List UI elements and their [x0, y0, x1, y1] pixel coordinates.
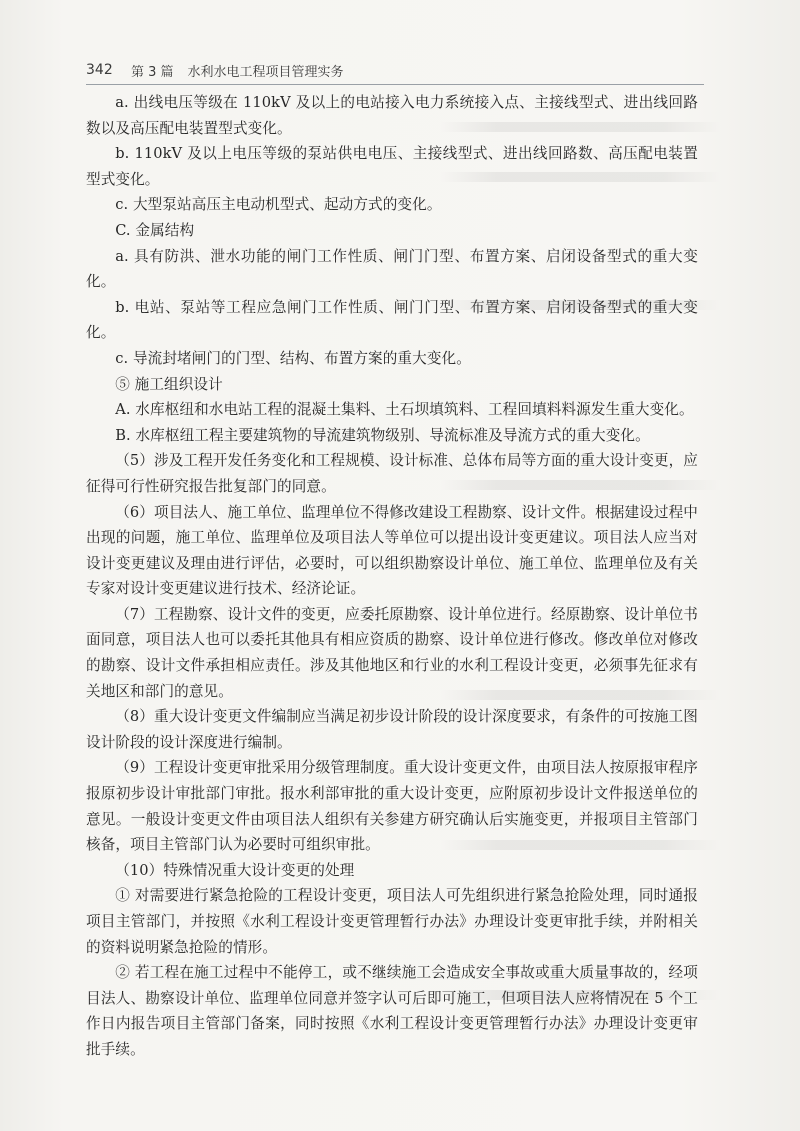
body-text — [86, 90, 698, 1063]
section-heading: C. 金属结构 — [115, 221, 195, 239]
header-rule — [86, 84, 704, 85]
page-number: 342 — [86, 62, 113, 78]
paragraph: B. 水库枢纽工程主要建筑物的导流建筑物级别、导流标准及导流方式的重大变化。 — [115, 426, 650, 444]
part-label: 第 3 篇 — [131, 64, 174, 80]
section-heading: （10）特殊情况重大设计变更的处理 — [115, 861, 355, 879]
paragraph: c. 导流封堵闸门的门型、结构、布置方案的重大变化。 — [115, 349, 471, 367]
running-header — [86, 58, 706, 82]
paragraph: a. 出线电压等级在 110kV 及以上的电站接入电力系统接入点、主接线型式、进出线回路数以及高压配电装置型式变化。 — [86, 94, 698, 137]
paragraph: ① 对需要进行紧急抢险的工程设计变更，项目法人可先组织进行紧急抢险处理，同时通报项目主管部门，并按照《水利工程设计变更管理暂行办法》办理设计变更审批手续，并附相关的资料说明紧急抢险的情形。 — [86, 887, 698, 956]
book-title: 水利水电工程项目管理实务 — [187, 64, 344, 80]
paragraph: b. 电站、泵站等工程应急闸门工作性质、闸门门型、布置方案、启闭设备型式的重大变化。 — [86, 298, 698, 342]
paragraph: c. 大型泵站高压主电动机型式、起动方式的变化。 — [115, 196, 442, 214]
paragraph: （9）工程设计变更审批采用分级管理制度。重大设计变更文件，由项目法人按原报审程序报原初步设计审批部门审批。报水利部审批的重大设计变更，应附原初步设计文件报送单位的意见。一般设计变更文件由项目法人组织有关参建方研究确认后实施变更，并报项目主管部门核备，项目主管部门认为必要时可组织审批。 — [86, 759, 698, 854]
paragraph: （7）工程勘察、设计文件的变更，应委托原勘察、设计单位进行。经原勘察、设计单位书面同意，项目法人也可以委托其他具有相应资质的勘察、设计单位进行修改。修改单位对修改的勘察、设计文件承担相应责任。涉及其他地区和行业的水利工程设计变更，必须事先征求有关地区和部门的意见。 — [86, 605, 698, 700]
paragraph: ② 若工程在施工过程中不能停工，或不继续施工会造成安全事故或重大质量事故的，经项目法人、勘察设计单位、监理单位同意并签字认可后即可施工，但项目法人应将情况在 5 个工作日内报告项目主管部门备案，同时按照《水利工程设计变更管理暂行办法》办理设计变更审批手续。 — [86, 964, 698, 1058]
paragraph: A. 水库枢纽和水电站工程的混凝土集料、土石坝填筑料、工程回填料料源发生重大变化。 — [115, 401, 694, 419]
section-heading: ⑤ 施工组织设计 — [115, 375, 223, 393]
paragraph: （5）涉及工程开发任务变化和工程规模、设计标准、总体布局等方面的重大设计变更，应征得可行性研究报告批复部门的同意。 — [86, 452, 698, 495]
paragraph: （6）项目法人、施工单位、监理单位不得修改建设工程勘察、设计文件。根据建设过程中出现的问题，施工单位、监理单位及项目法人等单位可以提出设计变更建议。项目法人应当对设计变更建议及理由进行评估，必要时，可以组织勘察设计单位、施工单位、监理单位及有关专家对设计变更建议进行技术、经济论证。 — [86, 503, 698, 598]
paragraph: （8）重大设计变更文件编制应当满足初步设计阶段的设计深度要求，有条件的可按施工图设计阶段的设计深度进行编制。 — [86, 708, 698, 751]
paragraph: a. 具有防洪、泄水功能的闸门工作性质、闸门门型、布置方案、启闭设备型式的重大变化。 — [86, 247, 698, 291]
paragraph: b. 110kV 及以上电压等级的泵站供电电压、主接线型式、进出线回路数、高压配电装置型式变化。 — [86, 145, 698, 188]
